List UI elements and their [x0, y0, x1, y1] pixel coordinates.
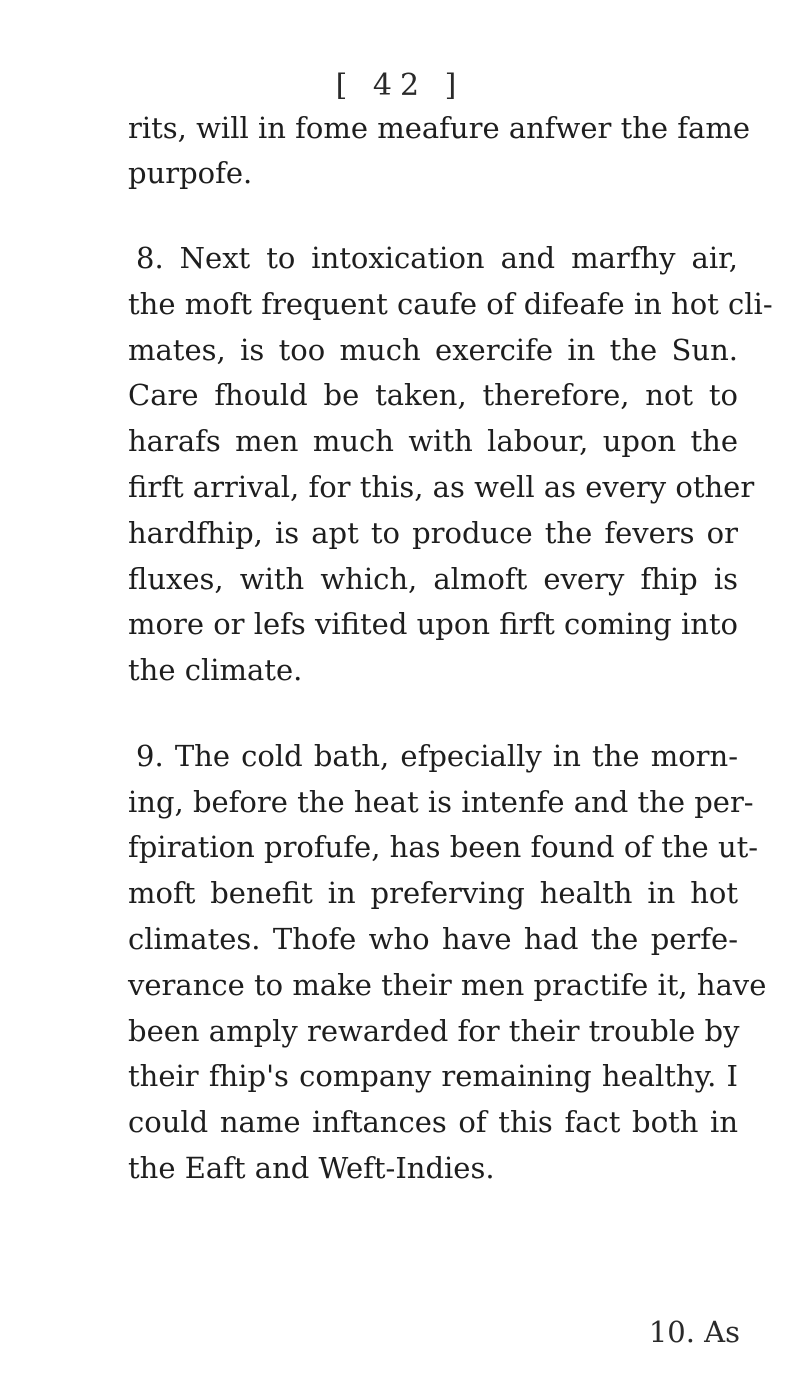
- text-line: 8. Next to intoxication and marfhy air,: [136, 241, 738, 275]
- text-line: climates. Thofe who have had the perfe-: [128, 922, 738, 956]
- text-line: Care fhould be taken, therefore, not to: [128, 378, 738, 412]
- text-line: their fhip's company remaining healthy. I: [128, 1059, 738, 1093]
- text-line: firft arrival, for this, as well as every other: [128, 470, 755, 504]
- text-line: moft benefit in preferving health in hot: [128, 876, 738, 910]
- catchword: 10. As: [648, 1315, 740, 1349]
- text-line: verance to make their men practife it, have: [128, 968, 767, 1002]
- text-line: the moft frequent caufe of difeafe in hot cli-: [128, 287, 773, 321]
- text-line: purpofe.: [128, 156, 253, 190]
- text-line: the climate.: [128, 653, 303, 687]
- text-line: hardfhip, is apt to produce the fevers or: [128, 516, 738, 550]
- text-line: mates, is too much exercife in the Sun.: [128, 333, 738, 367]
- text-line: ing, before the heat is intenfe and the per-: [128, 785, 754, 819]
- text-line: 9. The cold bath, efpecially in the morn-: [136, 739, 738, 773]
- text-line: been amply rewarded for their trouble by: [128, 1014, 740, 1048]
- text-line: harafs men much with labour, upon the: [128, 424, 738, 458]
- text-line: rits, will in fome meafure anfwer the fame: [128, 111, 750, 145]
- text-line: fpiration profufe, has been found of the ut-: [128, 830, 759, 864]
- page-number-header: [ 42 ]: [335, 68, 465, 103]
- text-line: fluxes, with which, almoft every fhip is: [128, 562, 738, 596]
- text-line: more or lefs vifited upon firft coming into: [128, 607, 739, 641]
- text-line: could name inftances of this fact both in: [128, 1105, 738, 1139]
- text-line: the Eaft and Weft-Indies.: [128, 1151, 495, 1185]
